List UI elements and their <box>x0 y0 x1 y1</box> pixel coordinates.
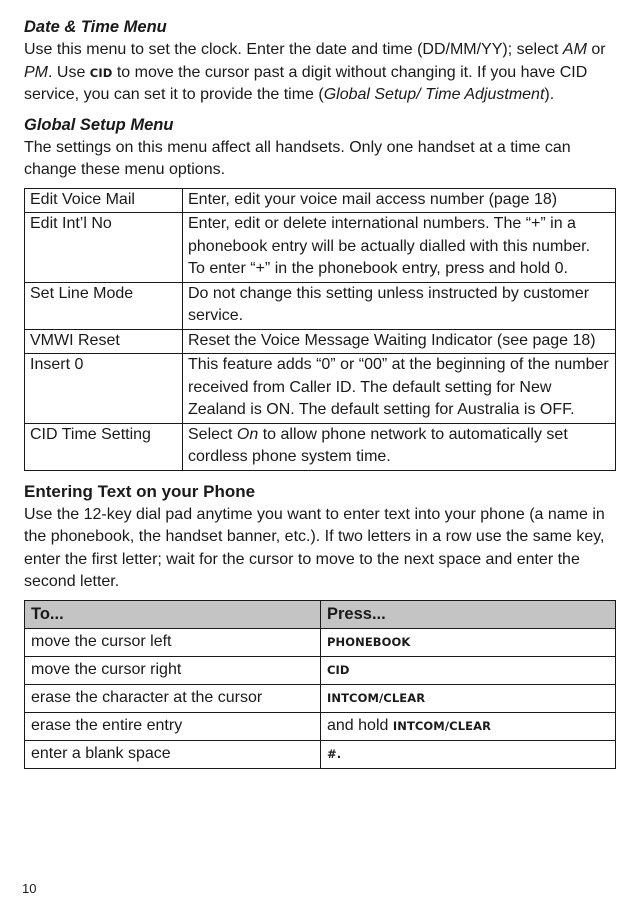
key-label: INTCOM/CLEAR <box>327 690 426 705</box>
setting-name: Edit Voice Mail <box>25 188 183 213</box>
setting-name: Insert 0 <box>25 354 183 424</box>
table-row <box>25 712 616 740</box>
action-cell: move the cursor right <box>25 656 321 684</box>
setting-name: CID Time Setting <box>25 423 183 470</box>
column-header-to: To... <box>25 600 321 628</box>
entering-text-heading: Entering Text on your Phone <box>24 481 256 501</box>
setting-name: Set Line Mode <box>25 282 183 329</box>
setting-description: Enter, edit or delete international numbers. The “+” in a phonebook entry will be actually dialled with this number. To enter “+” in the phonebook entry, press and hold 0. <box>183 213 616 283</box>
key-label: CID <box>327 662 350 677</box>
table-row <box>25 423 616 470</box>
action-cell: erase the entire entry <box>25 712 321 740</box>
table-row <box>25 354 616 424</box>
page-number: 10 <box>22 881 37 896</box>
on-term: On <box>236 425 259 443</box>
entering-text-section <box>24 481 616 769</box>
press-cell <box>321 684 616 712</box>
press-cell <box>321 656 616 684</box>
table-row <box>25 282 616 329</box>
global-setup-table <box>24 188 616 471</box>
table-row <box>25 628 616 656</box>
key-actions-table <box>24 600 616 769</box>
date-time-section <box>24 16 616 107</box>
global-setup-heading: Global Setup Menu <box>24 115 174 134</box>
entering-text-intro: Use the 12-key dial pad anytime you want to enter text into your phone (a name in the phonebook, the handset banner, etc.). If two letters in a row use the same key, enter the first letter; wait for the cursor to move to the next space and enter the second letter. <box>24 505 605 590</box>
press-cell: and hold INTCOM/CLEAR <box>321 712 616 740</box>
pm-term: PM <box>24 63 48 81</box>
setting-description: Reset the Voice Message Waiting Indicator (see page 18) <box>183 329 616 354</box>
table-row <box>25 329 616 354</box>
date-time-paragraph: Use this menu to set the clock. Enter the date and time (DD/MM/YY); select AM or PM. Use CID to move the cursor past a digit without changing it. If you have CID service, you can set it to provide the time (Global Setup/ Time Adjustment). <box>24 41 606 103</box>
setting-description: This feature adds “0” or “00” at the beginning of the number received from Caller ID. The default setting for New Zealand is ON. The default setting for Australia is OFF. <box>183 354 616 424</box>
key-label: PHONEBOOK <box>327 634 411 649</box>
table-header-row <box>25 600 616 628</box>
press-cell <box>321 628 616 656</box>
date-time-heading: Date & Time Menu <box>24 18 167 36</box>
global-setup-section <box>24 114 616 471</box>
setting-description: Select On to allow phone network to automatically set cordless phone system time. <box>183 423 616 470</box>
global-setup-intro: The settings on this menu affect all handsets. Only one handset at a time can change these menu options. <box>24 138 571 178</box>
setting-name: VMWI Reset <box>25 329 183 354</box>
table-row <box>25 684 616 712</box>
column-header-press: Press... <box>321 600 616 628</box>
am-term: AM <box>562 41 587 58</box>
setting-description: Enter, edit your voice mail access number (page 18) <box>183 188 616 213</box>
press-cell <box>321 740 616 768</box>
table-row <box>25 740 616 768</box>
menu-path: Global Setup/ Time Adjustment <box>323 86 545 103</box>
action-cell: erase the character at the cursor <box>25 684 321 712</box>
table-row <box>25 213 616 283</box>
action-cell: enter a blank space <box>25 740 321 768</box>
action-cell: move the cursor left <box>25 628 321 656</box>
table-row <box>25 656 616 684</box>
table-row <box>25 188 616 213</box>
setting-name: Edit Int’l No <box>25 213 183 283</box>
manual-page <box>24 16 616 769</box>
key-label: #. <box>327 746 342 761</box>
key-label: INTCOM/CLEAR <box>392 718 492 733</box>
cid-key-label: CID <box>89 65 113 80</box>
setting-description: Do not change this setting unless instructed by customer service. <box>183 282 616 329</box>
